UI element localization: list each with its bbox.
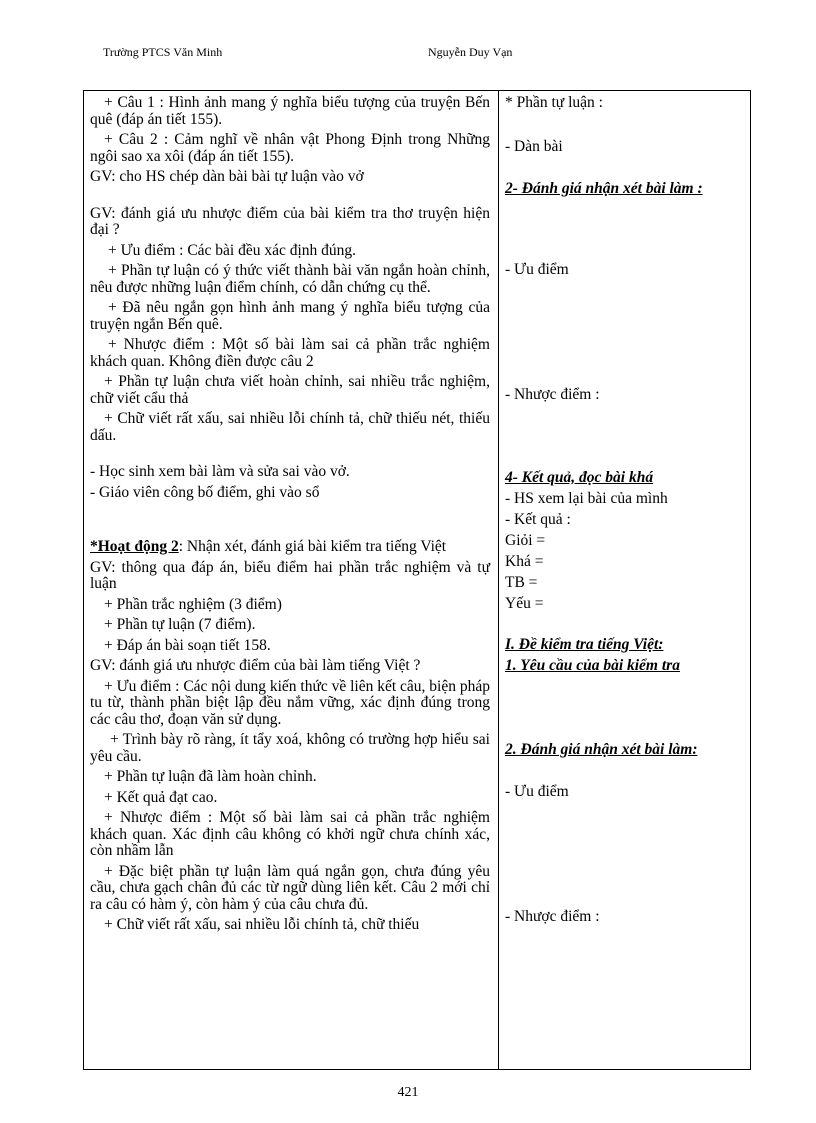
grade-excellent: Giỏi = [505,532,546,549]
activity-2-title: *Hoạt động 2 [90,538,179,555]
outline-label: - Dàn bài [505,138,563,155]
grade-weak: Yếu = [505,595,544,612]
vietnamese-evaluation-question: GV: đánh giá ưu nhược điểm của bài làm tiếng Việt ? [90,657,421,674]
essay-part-label: * Phần tự luận : [505,94,603,111]
answer-key-note: GV: thông qua đáp án, biểu điểm hai phần trắc nghiệm và tự luận [90,558,490,592]
grade-average: TB = [505,574,538,591]
essay-weakness: + Phần tự luận chưa viết hoàn chỉnh, sai nhiều trắc nghiệm, chữ viết cẩu thả [90,373,490,407]
grade-good: Khá = [505,553,544,570]
multiple-choice-score: + Phần trắc nghiệm (3 điểm) [104,595,282,613]
handwriting-note: + Chữ viết rất xấu, sai nhiều lỗi chính tả, chữ thiếu [104,916,420,933]
handwriting-weakness: + Chữ viết rất xấu, sai nhiều lỗi chính tả, chữ thiếu nét, thiếu dấu. [90,410,490,444]
weaknesses-point: + Nhược điểm : Một số bài làm sai cả phần trắc nghiệm khách quan. Không điền được câu 2 [90,336,490,370]
question-2: + Câu 2 : Cảm nghĩ về nhân vật Phong Định trong Những ngôi sao xa xôi (đáp án tiết 155). [90,131,490,165]
strengths-point: + Ưu điểm : Các bài đều xác định đúng. [108,241,357,259]
presentation-strength: + Trình bày rõ ràng, ít tẩy xoá, không có trường hợp hiểu sai yêu cầu. [90,731,490,765]
activity-2-description: : Nhận xét, đánh giá bài kiểm tra tiếng Việt [178,538,447,555]
vietnamese-weaknesses: + Nhược điểm : Một số bài làm sai cả phần trắc nghiệm khách quan. Xác định câu không có khởi ngữ chưa chính xác, còn nhầm lẫn [90,809,490,859]
author-name: Nguyễn Duy Vạn [428,45,513,59]
answer-reference: + Đáp án bài soạn tiết 158. [104,636,271,654]
evaluation-heading-1: 2- Đánh giá nhận xét bài làm : [505,180,703,197]
high-result: + Kết quả đạt cao. [104,788,218,806]
teacher-grading: - Giáo viên công bố điểm, ghi vào sổ [90,483,320,501]
page-number: 421 [397,1085,419,1100]
page-header [0,45,816,65]
essay-complete: + Phần tự luận đã làm hoàn chỉnh. [104,768,317,785]
student-review: - Học sinh xem bài làm và sửa sai vào vở. [90,463,350,480]
symbol-strength: + Đã nêu ngắn gọn hình ảnh mang ý nghĩa biểu tượng của truyện ngắn Bến quê. [90,299,490,333]
essay-score: + Phần tự luận (7 điểm). [104,616,256,633]
results-label: - Kết quả : [505,511,571,528]
weaknesses-label-2: - Nhược điểm : [505,908,600,925]
results-heading: 4- Kết quả, đọc bài khá [505,469,654,486]
evaluation-heading-2: 2. Đánh giá nhận xét bài làm: [505,741,698,758]
vietnamese-strengths: + Ưu điểm : Các nội dung kiến thức về liên kết câu, biện pháp tu từ, thành phần biệt lập đều nắm vững, xác định đúng trong các câu thơ, đoạn văn sử dụng. [90,677,491,728]
teacher-instruction: GV: cho HS chép dàn bài bài tự luận vào vở [90,168,364,185]
essay-too-short: + Đặc biệt phần tự luận làm quá ngắn gọn, chưa đúng yêu cầu, chưa gạch chân đủ các từ ngữ dùng liên kết. Câu 2 mới chỉ ra câu có hàm ý, còn hàm ý của câu chưa đủ. [90,862,490,913]
vietnamese-test-heading: I. Đề kiểm tra tiếng Việt: [505,636,664,653]
essay-strength: + Phần tự luận có ý thức viết thành bài văn ngắn hoàn chỉnh, nêu được những luận điểm chính, có dẫn chứng cụ thể. [90,262,490,296]
strengths-label-1: - Ưu điểm [505,261,569,278]
requirements-heading: 1. Yêu cầu của bài kiểm tra [505,657,680,674]
review-note: - HS xem lại bài của mình [505,490,668,507]
school-name: Trường PTCS Văn Minh [103,45,223,59]
weaknesses-label-1: - Nhược điểm : [505,386,600,403]
teacher-evaluation-question: GV: đánh giá ưu nhược điểm của bài kiểm tra thơ truyện hiện đại ? [90,204,490,238]
activity-2-heading [90,539,490,556]
strengths-label-2: - Ưu điểm [505,783,569,800]
activities-column [90,95,490,938]
lesson-table [83,90,751,1070]
column-divider [498,91,499,1069]
question-1: + Câu 1 : Hình ảnh mang ý nghĩa biểu tượng của truyện Bến quê (đáp án tiết 155). [90,94,490,128]
